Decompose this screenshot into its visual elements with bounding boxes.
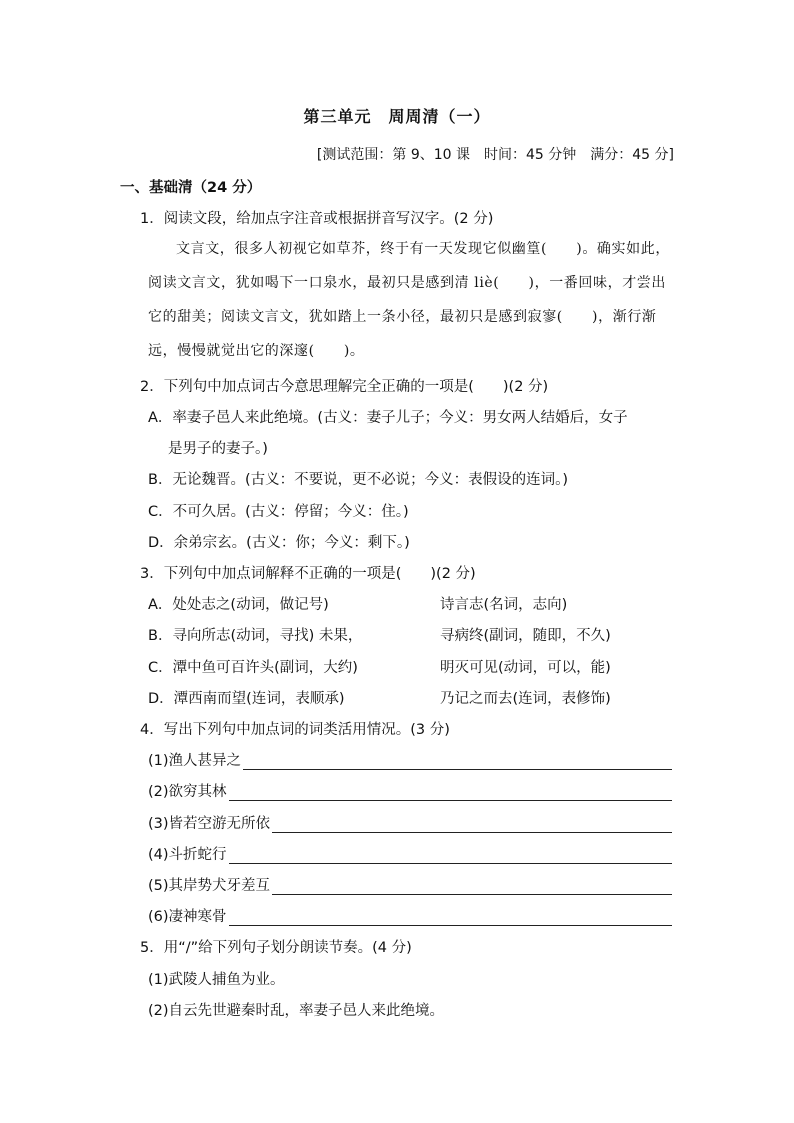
question-4-item-5[interactable]: [148, 874, 672, 895]
question-2-option-d: D．余弟宗玄。(古义：你；今义：剩下。): [148, 535, 410, 551]
question-4-item-4[interactable]: [148, 843, 672, 864]
question-4-item-6-text: (6)凄神寒骨: [148, 909, 227, 925]
answer-line[interactable]: [229, 911, 672, 926]
answer-line[interactable]: [272, 818, 672, 833]
question-5-item-1: (1)武陵人捕鱼为业。: [148, 972, 285, 988]
question-1-passage: 文言文，很多人初视它如草芥，终于有一天发现它似幽篁( )。确实如此，阅读文言文，犹如喝下一口泉水，最初只是感到清 liè( )，一番回味，才尝出它的甜美；阅读文言文，犹如踏上一条小径，最初只是感到寂寥( )，渐行渐远，慢慢就觉出它的深邃( )。: [148, 241, 670, 359]
question-2-option-c: C．不可久居。(古义：停留；今义：住。): [148, 504, 409, 520]
question-4-item-6[interactable]: [148, 905, 672, 926]
question-2-option-a-continued: 是男子的妻子。): [168, 441, 268, 457]
question-2-option-b: B．无论魏晋。(古义：不要说，更不必说；今义：表假设的连词。): [148, 472, 569, 488]
question-1-stem: 1．阅读文段，给加点字注音或根据拼音写汉字。(2 分): [140, 211, 494, 227]
question-5-item-2: (2)自云先世避秦时乱，率妻子邑人来此绝境。: [148, 1003, 445, 1019]
question-2-option-a: A．率妻子邑人来此绝境。(古义：妻子儿子；今义：男女两人结婚后，女子: [148, 410, 628, 426]
question-3-option-d-right: 乃记之而去(连词，表修饰): [440, 691, 611, 707]
answer-line[interactable]: [229, 849, 672, 864]
question-3-option-c-right: 明灭可见(动词，可以，能): [440, 660, 611, 676]
question-4-item-4-text: (4)斗折蛇行: [148, 847, 227, 863]
page-title: 第三单元 周周清（一）: [303, 107, 491, 126]
question-5-stem: 5．用“/”给下列句子划分朗读节奏。(4 分): [140, 940, 412, 956]
question-3-option-c-left: C．潭中鱼可百许头(副词，大约): [148, 660, 358, 676]
question-3-option-a-left: A．处处志之(动词，做记号): [148, 597, 329, 613]
question-4-item-3[interactable]: [148, 812, 672, 833]
question-4-stem: 4．写出下列句中加点词的词类活用情况。(3 分): [140, 722, 450, 738]
question-3-option-b-right: 寻病终(副词，随即，不久): [440, 628, 611, 644]
question-4-item-5-text: (5)其岸势犬牙差互: [148, 878, 271, 894]
question-4-item-1[interactable]: [148, 749, 672, 770]
question-2-stem: 2．下列句中加点词古今意思理解完全正确的一项是( )(2 分): [140, 379, 549, 395]
test-scope-info: [测试范围：第 9、10 课 时间：45 分钟 满分：45 分]: [316, 147, 674, 163]
question-3-option-b-left: B．寻向所志(动词，寻找) 未果，: [148, 628, 363, 644]
question-3-option-a-right: 诗言志(名词，志向): [440, 597, 568, 613]
question-3-stem: 3．下列句中加点词解释不正确的一项是( )(2 分): [140, 566, 476, 582]
answer-line[interactable]: [243, 755, 672, 770]
question-4-item-2-text: (2)欲穷其林: [148, 784, 227, 800]
question-3-option-d-left: D．潭西南而望(连词，表顺承): [148, 691, 345, 707]
question-4-item-2[interactable]: [148, 780, 672, 801]
question-4-item-3-text: (3)皆若空游无所依: [148, 816, 271, 832]
question-4-item-1-text: (1)渔人甚异之: [148, 753, 242, 769]
section-basics-title: 一、基础清（24 分）: [120, 180, 262, 196]
answer-line[interactable]: [272, 880, 672, 895]
answer-line[interactable]: [229, 786, 672, 801]
